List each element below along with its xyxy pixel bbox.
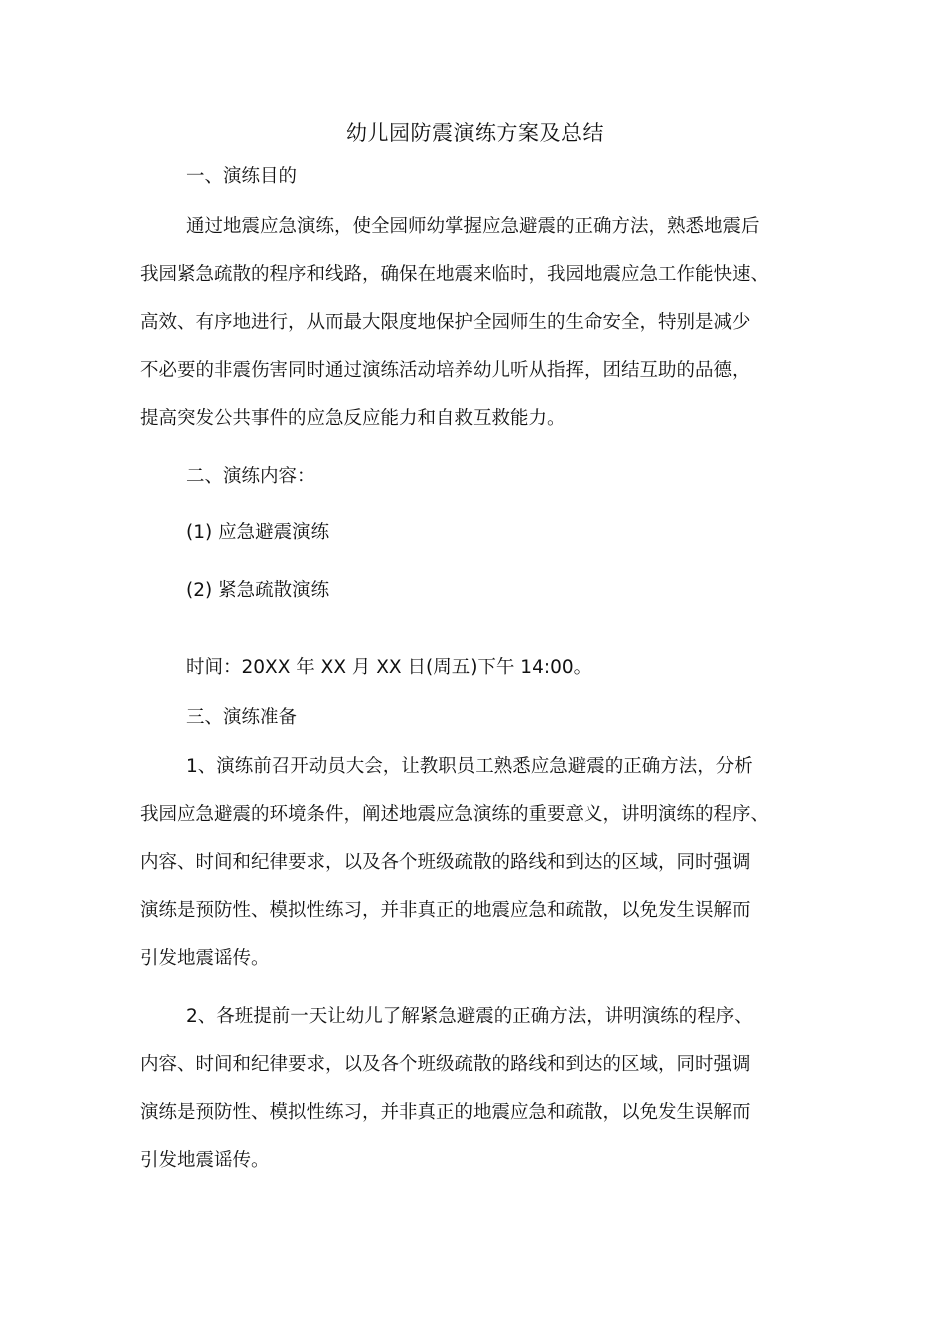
paragraph-line: 引发地震谣传。 <box>140 948 270 969</box>
paragraph-line: 我园应急避震的环境条件，阐述地震应急演练的重要意义，讲明演练的程序、 <box>140 804 770 825</box>
paragraph-preparation-1 <box>140 743 830 983</box>
paragraph-line: 1、演练前召开动员大会，让教职员工熟悉应急避震的正确方法，分析 <box>186 756 753 777</box>
paragraph-line: 内容、时间和纪律要求，以及各个班级疏散的路线和到达的区域，同时强调 <box>140 852 751 873</box>
paragraph-line: 不必要的非震伤害同时通过演练活动培养幼儿听从指挥，团结互助的品德， <box>140 360 751 381</box>
section-heading-preparation: 三、演练准备 <box>186 707 298 728</box>
drill-time: 时间：20XX 年 XX 月 XX 日(周五)下午 14:00。 <box>186 657 593 678</box>
paragraph-line: 高效、有序地进行，从而最大限度地保护全园师生的生命安全，特别是减少 <box>140 312 751 333</box>
paragraph-purpose <box>140 203 830 443</box>
paragraph-line: 提高突发公共事件的应急反应能力和自救互救能力。 <box>140 408 566 429</box>
list-item-drill-2: (2) 紧急疏散演练 <box>186 580 330 601</box>
section-heading-content: 二、演练内容： <box>186 466 316 487</box>
paragraph-line: 内容、时间和纪律要求，以及各个班级疏散的路线和到达的区域，同时强调 <box>140 1054 751 1075</box>
list-item-drill-1: (1) 应急避震演练 <box>186 522 330 543</box>
paragraph-line: 我园紧急疏散的程序和线路，确保在地震来临时，我园地震应急工作能快速、 <box>140 264 770 285</box>
paragraph-line: 演练是预防性、模拟性练习，并非真正的地震应急和疏散，以免发生误解而 <box>140 900 751 921</box>
section-heading-purpose: 一、演练目的 <box>186 166 298 187</box>
paragraph-line: 演练是预防性、模拟性练习，并非真正的地震应急和疏散，以免发生误解而 <box>140 1102 751 1123</box>
paragraph-line: 通过地震应急演练，使全园师幼掌握应急避震的正确方法，熟悉地震后 <box>186 216 760 237</box>
document-title: 幼儿园防震演练方案及总结 <box>346 121 604 145</box>
paragraph-line: 引发地震谣传。 <box>140 1150 270 1171</box>
paragraph-line: 2、各班提前一天让幼儿了解紧急避震的正确方法，讲明演练的程序、 <box>186 1006 753 1027</box>
paragraph-preparation-2 <box>140 993 830 1185</box>
